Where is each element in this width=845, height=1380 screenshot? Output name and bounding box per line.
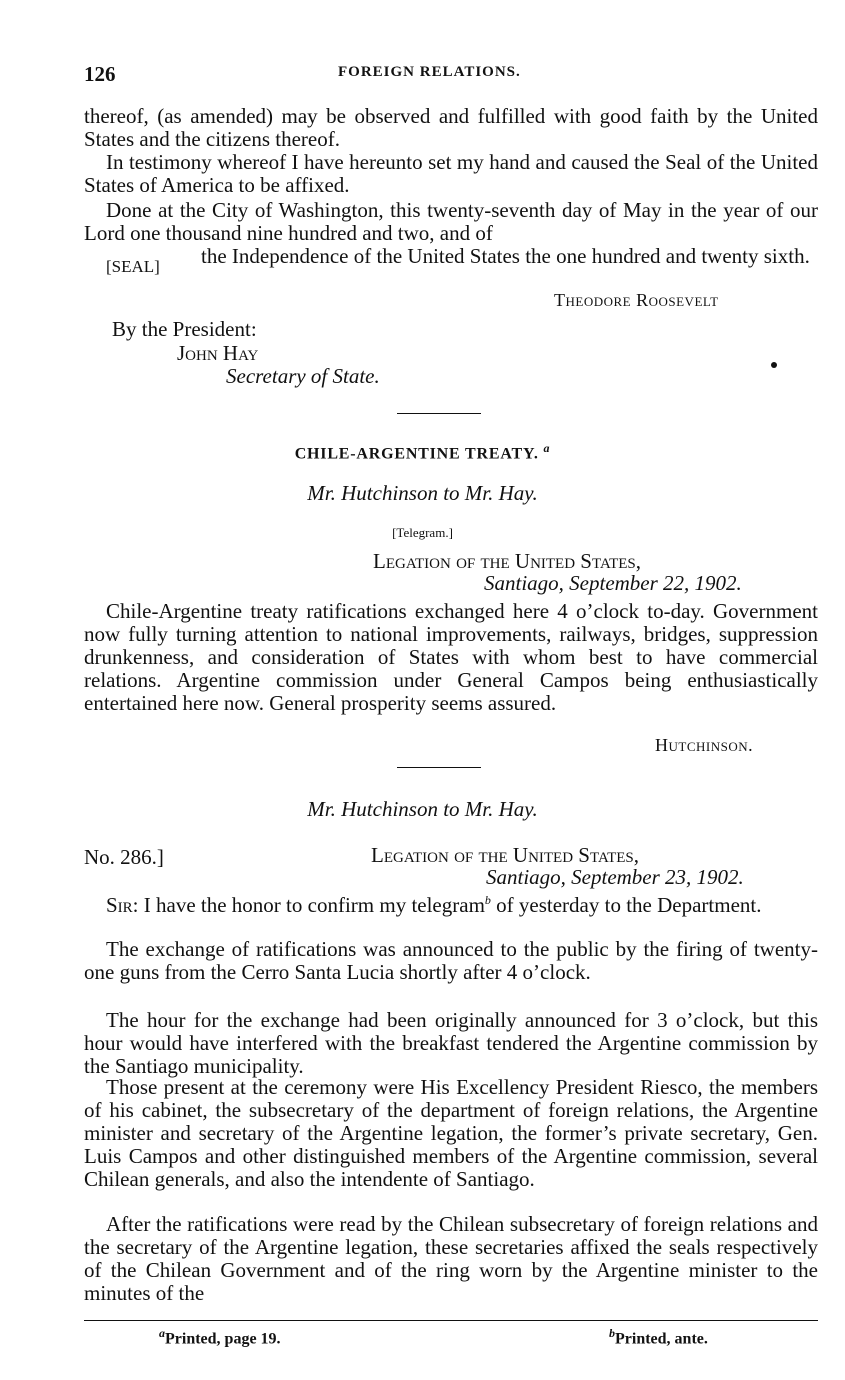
footnote-a-mark: a: [159, 1326, 165, 1340]
page-number: 126: [84, 62, 116, 86]
footnote-b: [609, 1326, 708, 1348]
by-president-line: By the President:: [112, 317, 257, 341]
despatch-number: No. 286.]: [84, 845, 164, 869]
despatch-heading: Mr. Hutchinson to Mr. Hay.: [307, 797, 538, 821]
despatch-place-date: Santiago, September 23, 1902.: [486, 865, 744, 889]
footnote-a-marker: a: [543, 441, 551, 455]
seal-block: [84, 245, 818, 293]
proclamation-paragraph-1: thereof, (as amended) may be observed and fulfilled with good faith by the United States and the citizens thereof.: [84, 104, 818, 151]
proclamation-paragraph-2: In testimony whereof I have hereunto set my hand and caused the Seal of the United States of America to be affixed.: [84, 150, 818, 197]
footnote-a-text: Printed, page 19.: [165, 1330, 281, 1348]
footnote-a: [159, 1326, 281, 1348]
footnote-b-text: Printed, ante.: [615, 1330, 708, 1348]
roosevelt-signature: Theodore Roosevelt: [554, 290, 719, 310]
despatch-paragraph-3: The hour for the exchange had been originally announced for 3 o’clock, but this hour would have interfered with the breakfast tendered the Argentine commission by the Santiago municipality.: [84, 1008, 818, 1078]
seal-text: the Independence of the United States the one hundred and twenty sixth.: [201, 244, 810, 268]
despatch-paragraph-5: After the ratifications were read by the Chilean subsecretary of foreign relations and the secretary of the Argentine legation, these secretaries affixed the seals respectively of the Chilean Government and of the ring worn by the Argentine minister to the minutes of the: [84, 1212, 818, 1305]
despatch-paragraph-1-text-a: I have the honor to confirm my telegram: [138, 893, 485, 917]
telegram-legation: Legation of the United States,: [373, 549, 642, 573]
telegram-body: Chile-Argentine treaty ratifications exchanged here 4 o’clock to-day. Government now fully turning attention to national improvements, railways, bridges, suppression drunkenness, and consideration of States with whom best to have commercial relations. Argentine commission under General Campos being enthusiastically entertained here now. General prosperity seems assured.: [84, 599, 818, 715]
footnote-rule: [84, 1320, 818, 1321]
despatch-legation: Legation of the United States,: [371, 843, 640, 867]
secretary-name: John Hay: [177, 341, 259, 365]
seal-label: [SEAL]: [106, 257, 160, 276]
section-title-text: CHILE-ARGENTINE TREATY.: [294, 445, 539, 463]
section-divider-rule: [397, 413, 481, 414]
salutation: Sir:: [106, 893, 139, 917]
despatch-paragraph-1: [84, 889, 818, 917]
section-title: [0, 441, 845, 463]
footnote-b-marker: b: [484, 893, 491, 907]
telegram-heading: Mr. Hutchinson to Mr. Hay.: [307, 481, 538, 505]
secretary-title: Secretary of State.: [226, 364, 380, 388]
despatch-paragraph-4: Those present at the ceremony were His Excellency President Riesco, the members of his cabinet, the subsecretary of the department of foreign relations, the Argentine minister and secretary of the Argentine legation, the former’s private secretary, Gen. Luis Campos and other distinguished members of the Argentine commission, several Chilean generals, and also the intendente of Santiago.: [84, 1075, 818, 1191]
printing-speck: [771, 362, 777, 368]
despatch-paragraph-1-text-b: of yesterday to the Department.: [490, 893, 762, 917]
hutchinson-signature: Hutchinson.: [655, 735, 754, 755]
section-divider-rule-2: [397, 767, 481, 768]
proclamation-paragraph-3: Done at the City of Washington, this twenty-seventh day of May in the year of our Lord one thousand nine hundred and two, and of: [84, 198, 818, 245]
telegram-place-date: Santiago, September 22, 1902.: [484, 571, 742, 595]
despatch-paragraph-2: The exchange of ratifications was announced to the public by the firing of twenty-one guns from the Cerro Santa Lucia shortly after 4 o’clock.: [84, 937, 818, 984]
footnote-b-mark: b: [609, 1326, 615, 1340]
running-head: FOREIGN RELATIONS.: [338, 64, 521, 80]
telegram-label: [Telegram.]: [392, 525, 453, 540]
page-header: [84, 62, 815, 86]
